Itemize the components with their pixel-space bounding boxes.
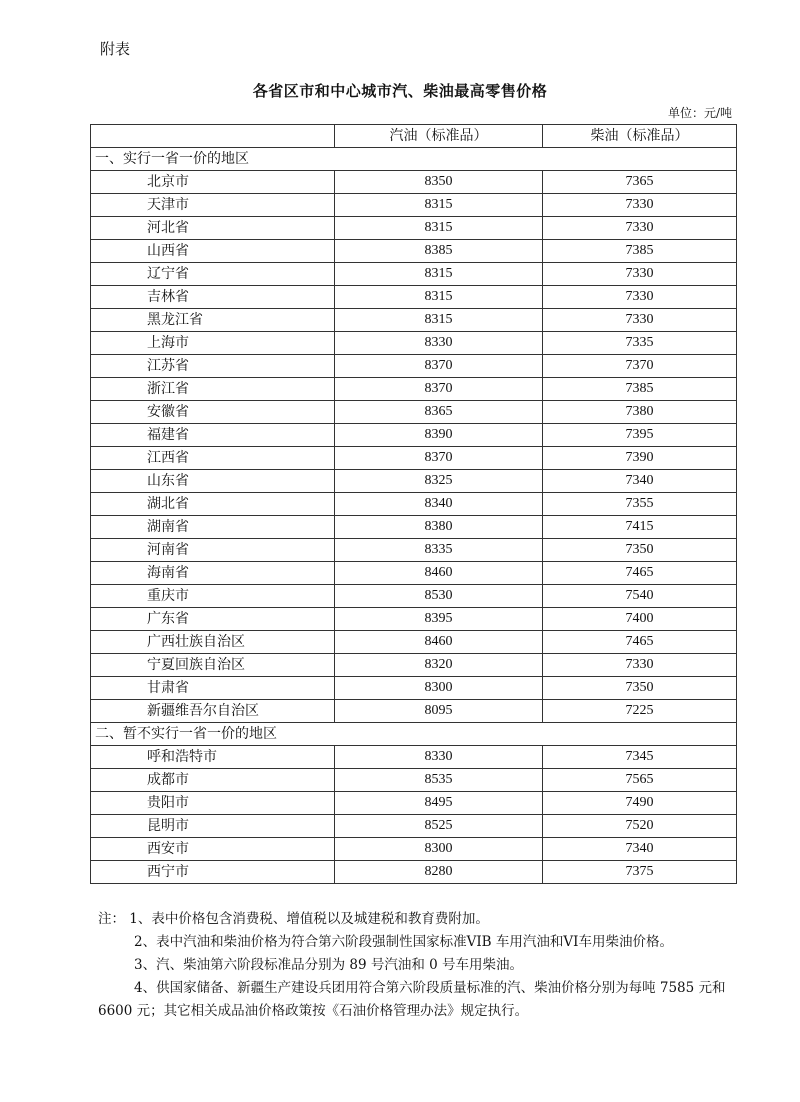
diesel-price: 7385 (543, 378, 737, 401)
diesel-price: 7330 (543, 194, 737, 217)
diesel-price: 7335 (543, 332, 737, 355)
region-name: 浙江省 (91, 378, 335, 401)
section-header-row (91, 723, 737, 746)
gasoline-price: 8530 (335, 585, 543, 608)
region-name: 宁夏回族自治区 (91, 654, 335, 677)
gasoline-price: 8380 (335, 516, 543, 539)
gasoline-price: 8365 (335, 401, 543, 424)
table-row (91, 769, 737, 792)
gasoline-price: 8525 (335, 815, 543, 838)
table-row (91, 286, 737, 309)
table-row (91, 355, 737, 378)
region-name: 吉林省 (91, 286, 335, 309)
region-name: 成都市 (91, 769, 335, 792)
diesel-price: 7330 (543, 286, 737, 309)
gasoline-price: 8370 (335, 378, 543, 401)
diesel-price: 7400 (543, 608, 737, 631)
region-name: 河北省 (91, 217, 335, 240)
attachment-label: 附表 (100, 40, 131, 58)
table-row (91, 309, 737, 332)
table-row (91, 194, 737, 217)
gasoline-price: 8395 (335, 608, 543, 631)
diesel-price: 7340 (543, 838, 737, 861)
table-row (91, 539, 737, 562)
gasoline-price: 8330 (335, 746, 543, 769)
note-3: 3、汽、柴油第六阶段标准品分别为 89 号汽油和 0 号车用柴油。 (134, 957, 524, 973)
diesel-price: 7380 (543, 401, 737, 424)
gasoline-price: 8370 (335, 447, 543, 470)
note-2: 2、表中汽油和柴油价格为符合第六阶段强制性国家标准VIB 车用汽油和VI车用柴油价格。 (134, 934, 673, 950)
region-name: 辽宁省 (91, 263, 335, 286)
diesel-price: 7490 (543, 792, 737, 815)
region-name: 贵阳市 (91, 792, 335, 815)
page-title: 各省区市和中心城市汽、柴油最高零售价格 (252, 82, 548, 100)
gasoline-price: 8315 (335, 194, 543, 217)
region-name: 海南省 (91, 562, 335, 585)
price-table (90, 124, 737, 884)
diesel-price: 7350 (543, 677, 737, 700)
diesel-price: 7355 (543, 493, 737, 516)
region-name: 甘肃省 (91, 677, 335, 700)
diesel-price: 7390 (543, 447, 737, 470)
region-name: 西宁市 (91, 861, 335, 884)
table-row (91, 861, 737, 884)
region-name: 呼和浩特市 (91, 746, 335, 769)
gasoline-price: 8385 (335, 240, 543, 263)
gasoline-price: 8315 (335, 309, 543, 332)
gasoline-price: 8370 (335, 355, 543, 378)
gasoline-price: 8460 (335, 631, 543, 654)
diesel-price: 7375 (543, 861, 737, 884)
diesel-price: 7520 (543, 815, 737, 838)
gasoline-price: 8300 (335, 838, 543, 861)
table-row (91, 838, 737, 861)
section-title: 一、实行一省一价的地区 (91, 148, 737, 171)
diesel-price: 7345 (543, 746, 737, 769)
diesel-price: 7415 (543, 516, 737, 539)
table-row (91, 654, 737, 677)
diesel-price: 7395 (543, 424, 737, 447)
region-name: 新疆维吾尔自治区 (91, 700, 335, 723)
gasoline-price: 8315 (335, 217, 543, 240)
gasoline-price: 8300 (335, 677, 543, 700)
region-name: 湖南省 (91, 516, 335, 539)
table-row (91, 562, 737, 585)
table-row (91, 792, 737, 815)
gasoline-price: 8330 (335, 332, 543, 355)
region-name: 山西省 (91, 240, 335, 263)
diesel-price: 7370 (543, 355, 737, 378)
table-row (91, 217, 737, 240)
gasoline-price: 8495 (335, 792, 543, 815)
column-header-gasoline: 汽油（标准品） (335, 125, 543, 148)
table-row (91, 493, 737, 516)
region-name: 江西省 (91, 447, 335, 470)
gasoline-price: 8390 (335, 424, 543, 447)
region-name: 广东省 (91, 608, 335, 631)
diesel-price: 7365 (543, 171, 737, 194)
column-header-region (91, 125, 335, 148)
diesel-price: 7565 (543, 769, 737, 792)
region-name: 黑龙江省 (91, 309, 335, 332)
table-row (91, 470, 737, 493)
region-name: 北京市 (91, 171, 335, 194)
gasoline-price: 8335 (335, 539, 543, 562)
diesel-price: 7225 (543, 700, 737, 723)
region-name: 广西壮族自治区 (91, 631, 335, 654)
gasoline-price: 8280 (335, 861, 543, 884)
diesel-price: 7330 (543, 309, 737, 332)
region-name: 安徽省 (91, 401, 335, 424)
table-row (91, 401, 737, 424)
region-name: 西安市 (91, 838, 335, 861)
diesel-price: 7330 (543, 263, 737, 286)
gasoline-price: 8350 (335, 171, 543, 194)
note-1: 注： 1、表中价格包含消费税、增值税以及城建税和教育费附加。 (98, 911, 489, 927)
gasoline-price: 8315 (335, 286, 543, 309)
section-title: 二、暂不实行一省一价的地区 (91, 723, 737, 746)
region-name: 山东省 (91, 470, 335, 493)
diesel-price: 7540 (543, 585, 737, 608)
gasoline-price: 8340 (335, 493, 543, 516)
region-name: 湖北省 (91, 493, 335, 516)
region-name: 天津市 (91, 194, 335, 217)
notes (98, 908, 738, 1023)
gasoline-price: 8095 (335, 700, 543, 723)
table-header-row (91, 125, 737, 148)
region-name: 福建省 (91, 424, 335, 447)
diesel-price: 7385 (543, 240, 737, 263)
diesel-price: 7340 (543, 470, 737, 493)
table-row (91, 815, 737, 838)
region-name: 河南省 (91, 539, 335, 562)
table-row (91, 516, 737, 539)
diesel-price: 7330 (543, 217, 737, 240)
table-row (91, 424, 737, 447)
table-row (91, 240, 737, 263)
section-header-row (91, 148, 737, 171)
gasoline-price: 8460 (335, 562, 543, 585)
region-name: 重庆市 (91, 585, 335, 608)
gasoline-price: 8320 (335, 654, 543, 677)
column-header-diesel: 柴油（标准品） (543, 125, 737, 148)
diesel-price: 7465 (543, 562, 737, 585)
table-row (91, 263, 737, 286)
table-row (91, 585, 737, 608)
diesel-price: 7465 (543, 631, 737, 654)
table-row (91, 746, 737, 769)
gasoline-price: 8315 (335, 263, 543, 286)
table-row (91, 631, 737, 654)
diesel-price: 7330 (543, 654, 737, 677)
unit-label: 单位：元/吨 (667, 106, 732, 120)
table-row (91, 447, 737, 470)
table-row (91, 677, 737, 700)
gasoline-price: 8535 (335, 769, 543, 792)
region-name: 江苏省 (91, 355, 335, 378)
table-row (91, 608, 737, 631)
gasoline-price: 8325 (335, 470, 543, 493)
table-row (91, 332, 737, 355)
table-row (91, 378, 737, 401)
diesel-price: 7350 (543, 539, 737, 562)
table-row (91, 700, 737, 723)
region-name: 上海市 (91, 332, 335, 355)
region-name: 昆明市 (91, 815, 335, 838)
note-4: 4、供国家储备、新疆生产建设兵团用符合第六阶段质量标准的汽、柴油价格分别为每吨 7585 元和 6600 元；其它相关成品油价格政策按《石油价格管理办法》规定执行。 (98, 980, 726, 1019)
table-row (91, 171, 737, 194)
